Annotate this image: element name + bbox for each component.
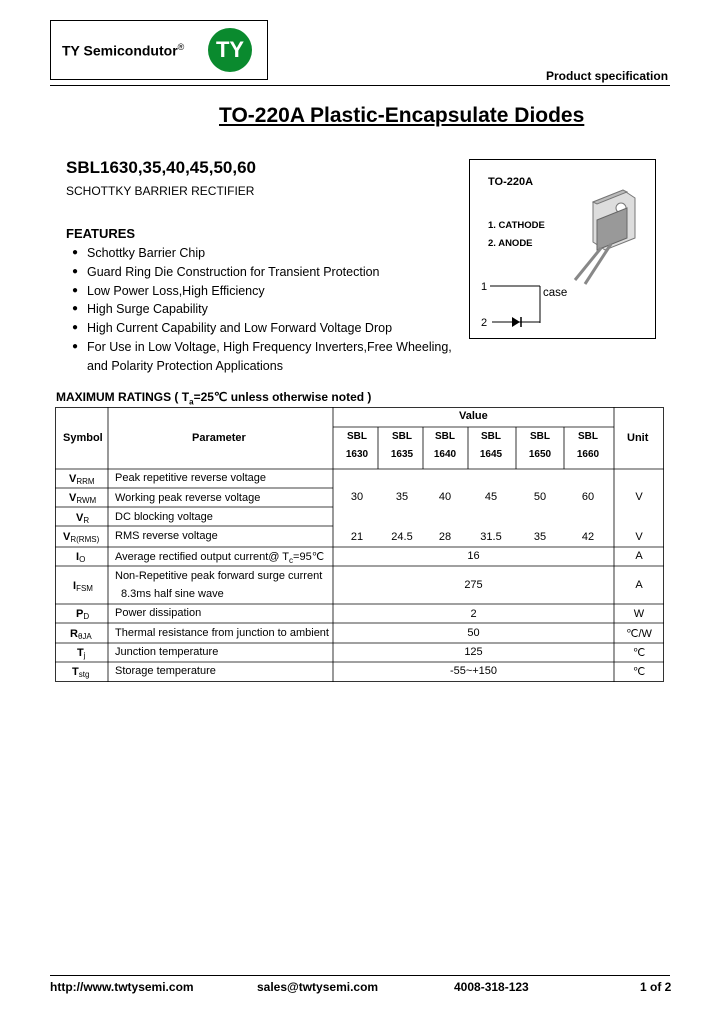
unit-cell: ℃ bbox=[632, 666, 646, 678]
symbol-vrrms: $V_{R(RMS)}$ bbox=[63, 531, 100, 544]
symbol-tstg: $T_{stg}$ bbox=[72, 666, 90, 679]
doc-type-label: Product specification bbox=[546, 69, 669, 83]
part-col-header: SBL 1650 bbox=[528, 431, 552, 460]
value-cell: -55~+150 bbox=[449, 665, 498, 677]
value-cell: 28 bbox=[438, 531, 452, 543]
param-tj: Junction temperature bbox=[115, 646, 219, 658]
part-col-header: SBL 1645 bbox=[479, 431, 503, 460]
symbol-ifsm: $I_{FSM}$ bbox=[73, 580, 93, 593]
symbol-tj: $T_j$ bbox=[77, 647, 86, 660]
header-divider bbox=[50, 85, 670, 86]
features-list bbox=[72, 244, 452, 376]
value-cell: 35 bbox=[395, 491, 409, 503]
value-cell: 21 bbox=[350, 531, 364, 543]
param-tstg: Storage temperature bbox=[115, 665, 216, 677]
symbol-rthja: $R_{\theta JA}$ bbox=[70, 628, 92, 641]
value-cell: 60 bbox=[581, 491, 595, 503]
unit-cell: V bbox=[635, 491, 643, 503]
value-cell: 125 bbox=[464, 646, 483, 658]
col-unit: Unit bbox=[627, 432, 649, 444]
part-number: SBL1630,35,40,45,50,60 bbox=[66, 158, 256, 177]
ty-logo-icon: TY bbox=[208, 28, 252, 72]
param-vrrm: Peak repetitive reverse voltage bbox=[115, 472, 267, 484]
param-pd: Power dissipation bbox=[115, 607, 202, 619]
unit-cell: A bbox=[635, 579, 643, 591]
feature-item: ● Schottky Barrier Chip bbox=[72, 244, 452, 263]
pin2-label: 2. ANODE bbox=[488, 238, 533, 249]
value-cell: 50 bbox=[467, 627, 480, 639]
part-description: SCHOTTKY BARRIER RECTIFIER bbox=[66, 184, 255, 198]
part-col-header: SBL 1630 bbox=[345, 431, 369, 460]
symbol-io: $I_O$ bbox=[76, 551, 86, 564]
value-cell: 35 bbox=[533, 531, 547, 543]
param-vrrms: RMS reverse voltage bbox=[115, 530, 218, 542]
page-title: TO-220A Plastic-Encapsulate Diodes bbox=[219, 104, 585, 127]
value-cell: 275 bbox=[464, 579, 483, 591]
param-io: Average rectified output current@ $T_c=95℃$ bbox=[115, 551, 325, 566]
col-symbol: Symbol bbox=[63, 432, 103, 444]
symbol-vrrm: $V_{RRM}$ bbox=[69, 473, 95, 486]
to220-package-icon bbox=[565, 180, 645, 290]
footer-divider bbox=[50, 975, 670, 976]
feature-item: and Polarity Protection Applications bbox=[87, 358, 283, 373]
footer-phone: 4008-318-123 bbox=[454, 980, 529, 994]
unit-cell: A bbox=[635, 550, 643, 562]
pin1-label: 1. CATHODE bbox=[488, 220, 545, 231]
registered-mark: ® bbox=[177, 42, 185, 52]
value-cell: 42 bbox=[581, 531, 595, 543]
col-value: Value bbox=[459, 410, 488, 422]
unit-cell: ℃ bbox=[632, 647, 646, 659]
param-ifsm-note: 8.3ms half sine wave bbox=[121, 588, 224, 600]
footer-page-number: 1 of 2 bbox=[640, 980, 672, 994]
value-cell: 30 bbox=[350, 491, 364, 503]
value-cell: 40 bbox=[438, 491, 452, 503]
features-title: FEATURES bbox=[66, 226, 136, 241]
unit-cell: W bbox=[633, 608, 645, 620]
part-col-header: SBL 1635 bbox=[390, 431, 414, 460]
brand-name: TY Semicondutor® bbox=[62, 42, 185, 59]
symbol-vrwm: $V_{RWM}$ bbox=[69, 492, 97, 505]
feature-item: ● High Current Capability and Low Forward Voltage Drop bbox=[72, 319, 452, 338]
symbol-pd: $P_D$ bbox=[76, 608, 90, 621]
footer-website[interactable]: http://www.twtysemi.com bbox=[50, 980, 194, 994]
feature-item: ● Low Power Loss,High Efficiency bbox=[72, 282, 452, 301]
schematic-pin2: 2 bbox=[481, 317, 488, 329]
value-cell: 45 bbox=[484, 491, 498, 503]
unit-cell: ℃/W bbox=[626, 628, 652, 640]
package-name: TO-220A bbox=[488, 176, 534, 188]
param-ifsm: Non-Repetitive peak forward surge current bbox=[115, 570, 323, 582]
value-cell: 24.5 bbox=[391, 531, 413, 543]
schematic-pin1: 1 bbox=[481, 281, 488, 293]
feature-item: ● High Surge Capability bbox=[72, 300, 452, 319]
feature-item: ● Guard Ring Die Construction for Transient Protection bbox=[72, 263, 452, 282]
diode-schematic-icon bbox=[476, 277, 566, 332]
part-col-header: SBL 1660 bbox=[576, 431, 600, 460]
ratings-title: MAXIMUM RATINGS ( $T_a=25℃$ unless otherwise noted ) bbox=[56, 390, 372, 407]
symbol-vr: $V_R$ bbox=[76, 512, 90, 525]
case-label: case bbox=[543, 287, 568, 299]
part-col-header: SBL 1640 bbox=[433, 431, 457, 460]
value-cell: 16 bbox=[467, 550, 480, 562]
footer-email[interactable]: sales@twtysemi.com bbox=[257, 980, 379, 994]
unit-cell: V bbox=[635, 531, 643, 543]
value-cell: 2 bbox=[470, 608, 477, 620]
value-cell: 31.5 bbox=[480, 531, 502, 543]
feature-item: ● For Use in Low Voltage, High Frequency Inverters,Free Wheeling, bbox=[72, 338, 452, 357]
param-vrwm: Working peak reverse voltage bbox=[115, 492, 261, 504]
col-parameter: Parameter bbox=[192, 432, 246, 444]
value-cell: 50 bbox=[533, 491, 547, 503]
param-vr: DC blocking voltage bbox=[115, 511, 213, 523]
param-rthja: Thermal resistance from junction to ambient bbox=[115, 627, 329, 639]
